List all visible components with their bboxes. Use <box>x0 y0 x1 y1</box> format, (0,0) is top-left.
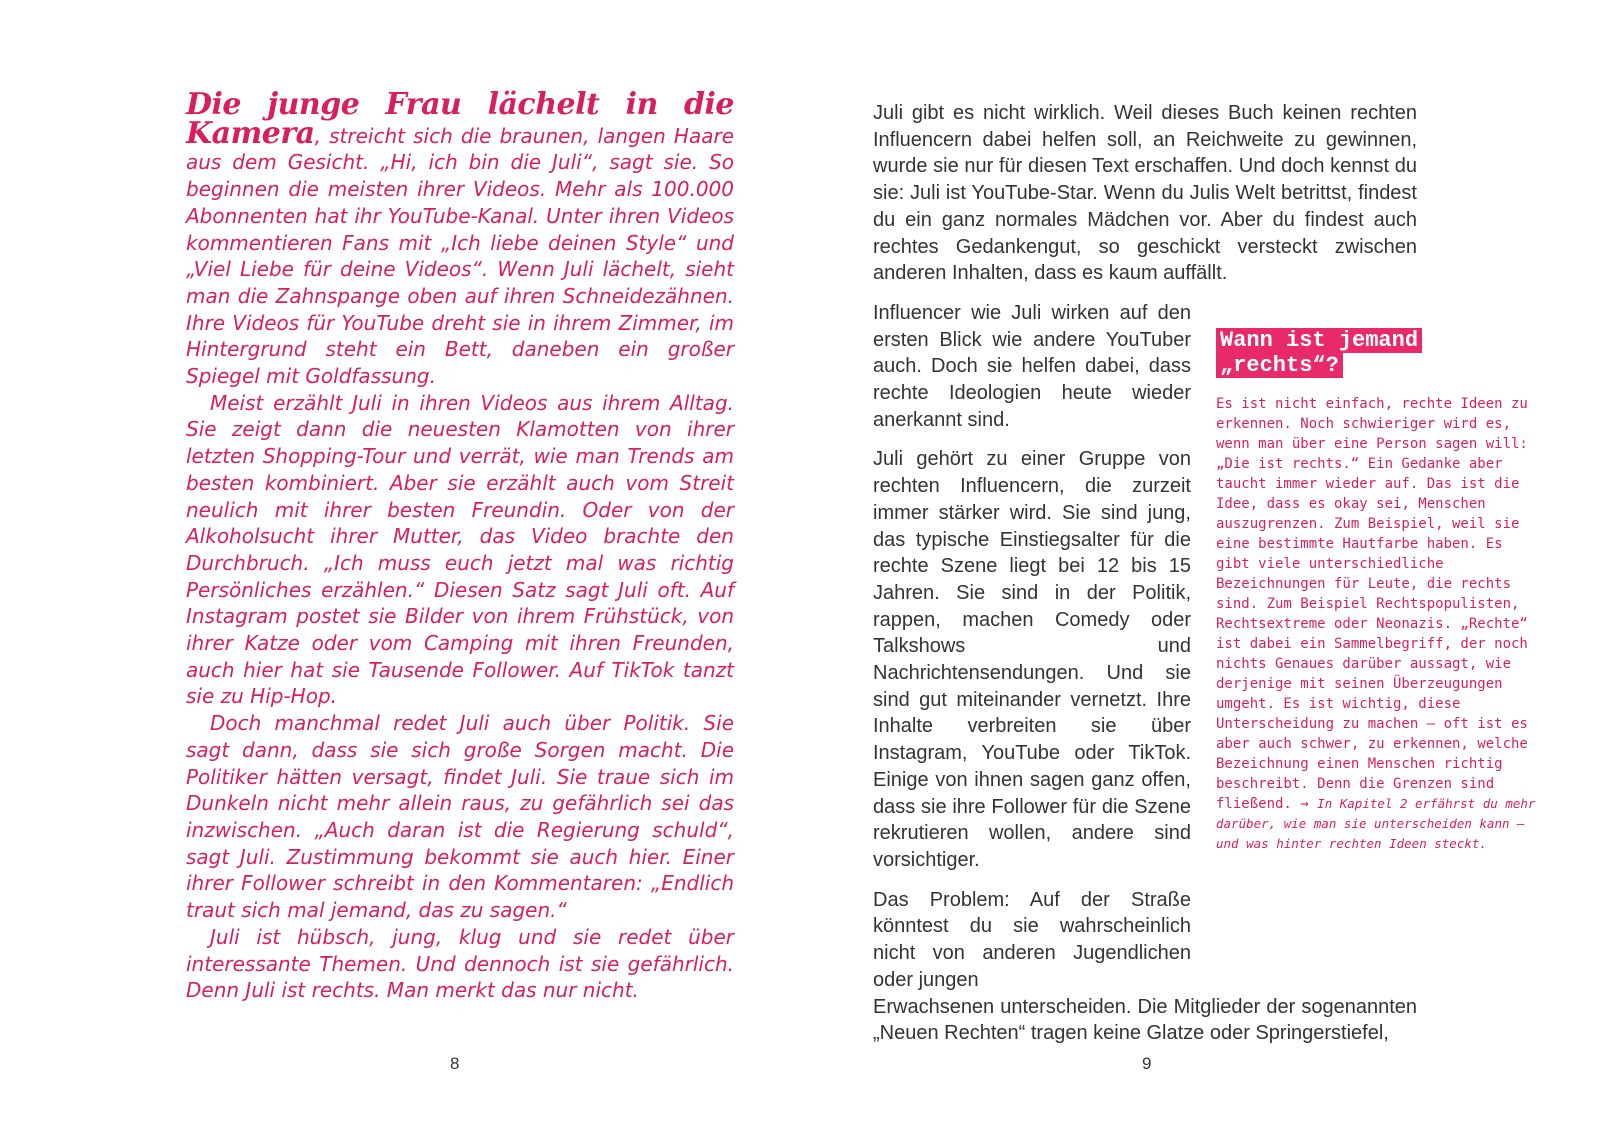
left-story-text <box>186 87 734 1004</box>
body-paragraph-2: Influencer wie Juli wirken auf den ersten Blick wie andere YouTuber auch. Doch sie helfen dabei, dass rechte Ideologien heute wieder anerkannt sind. <box>873 301 1191 431</box>
page-number-right: 9 <box>1142 1054 1152 1073</box>
sidebar-title-text: Wann ist jemand „rechts“? <box>1216 328 1422 378</box>
story-paragraph-2: Meist erzählt Juli in ihren Videos aus ihrem Alltag. Sie zeigt dann die neuesten Klamotten von ihrer letzten Shopping-Tour und verrät, wie man Trends am besten kombiniert. Aber sie erzählt auch vom Streit neulich mit ihrer besten Freundin. Oder von der Alkoholsucht ihrer Mutter, das Video brachte den Durchbruch. „Ich muss euch jetzt mal was richtig Persönliches erzählen.“ Diesen Satz sagt Juli oft. Auf Instagram postet sie Bilder von ihrem Frühstück, von ihrer Katze oder vom Camping mit ihren Freunden, auch hier hat sie Tausende Follower. Auf TikTok tanzt sie zu Hip-Hop. <box>186 390 734 709</box>
story-paragraph-1-rest: , streicht sich die braunen, langen Haare aus dem Gesicht. „Hi, ich bin die Juli“, sagt sie. So beginnen die meisten ihrer Videos. Mehr als 100.000 Abonnenten hat ihr YouTube-Kanal. Unter ihren Videos kommentieren Fans mit „Ich liebe deinen Style“ und „Viel Liebe für deine Videos“. Wenn Juli lächelt, sieht man die Zahnspange oben auf ihren Schneidezähnen. Ihre Videos für YouTube dreht sie in ihrem Zimmer, im Hintergrund steht ein Bett, daneben ein großer Spiegel mit Goldfassung. <box>186 123 734 389</box>
sidebar-chapter-note: In Kapitel 2 erfährst du mehr darüber, wie man sie unterscheiden kann – und was hinter rechten Ideen steckt. <box>1216 796 1536 851</box>
sidebar-title <box>1216 328 1538 378</box>
arrow-right-icon: → <box>1300 796 1309 812</box>
info-sidebar <box>1216 328 1538 854</box>
body-paragraph-1: Juli gibt es nicht wirklich. Weil dieses Buch keinen rechten Influencern dabei helfen soll, an Reichweite zu gewinnen, wurde sie nur für diesen Text erschaffen. Und doch kennst du sie: Juli ist YouTube-Star. Wenn du Julis Welt betrittst, findest du ein ganz normales Mädchen vor. Aber du findest auch rechtes Gedankengut, so geschickt versteckt zwischen anderen Inhalten, dass es kaum auffällt. <box>873 102 1417 285</box>
body-paragraph-3: Juli gehört zu einer Gruppe von rechten Influencern, die zurzeit immer stärker wird. Sie sind jung, das typische Einstiegsalter für die rechte Szene liegt bei 12 bis 15 Jahren. Sie sind in der Politik, rappen, machen Comedy oder Talkshows und Nachrichtensendungen. Und sie sind gut miteinander vernetzt. Ihre Inhalte verbreiten sie über Instagram, YouTube oder TikTok. Einige von ihnen sagen ganz offen, dass sie ihre Follower für die Szene rekrutieren wollen, andere sind vorsichtiger. <box>873 448 1191 871</box>
sidebar-body-text: Es ist nicht einfach, rechte Ideen zu erkennen. Noch schwieriger wird es, wenn man über eine Person sagen will: „Die ist rechts.“ Ein Gedanke aber taucht immer wieder auf. Das ist die Idee, dass es okay sei, Menschen auszugrenzen. Zum Beispiel, weil sie eine bestimmte Hautfarbe haben. Es gibt viele unterschiedliche Bezeichnungen für Leute, die rechts sind. Zum Beispiel Rechtspopulisten, Rechtsextreme oder Neonazis. „Rechte“ ist dabei ein Sammelbegriff, der noch nichts Genaues darüber aussagt, wie derjenige mit seinen Überzeugungen umgeht. Es ist wichtig, diese Unterscheidung zu machen – oft ist es aber auch schwer, zu erkennen, welche Bezeichnung einen Menschen richtig beschreibt. Denn die Grenzen sind fließend. <box>1216 396 1528 812</box>
sidebar-body <box>1216 394 1538 854</box>
story-paragraph-3: Doch manchmal redet Juli auch über Politik. Sie sagt dann, dass sie sich große Sorgen macht. Die Politiker hätten versagt, findet Juli. Sie traue sich im Dunkeln nicht mehr allein raus, zu gefährlich sei das inzwischen. „Auch daran ist die Regierung schuld“, sagt Juli. Zustimmung bekommt sie auch hier. Einer ihrer Follower schreibt in den Kommentaren: „Endlich traut sich mal jemand, das zu sagen.“ <box>186 711 734 923</box>
right-page <box>800 0 1600 1129</box>
body-paragraph-4-narrow: Das Problem: Auf der Straße könntest du sie wahrscheinlich nicht von anderen Jugendlichen oder jungen <box>873 888 1191 991</box>
story-paragraph-4: Juli ist hübsch, jung, klug und sie redet über interessante Themen. Und dennoch ist sie gefährlich. Denn Juli ist rechts. Man merkt das nur nicht. <box>186 924 734 1003</box>
lead-headline: Die junge Frau lächelt in die Kamera <box>186 87 734 151</box>
page-number-left: 8 <box>450 1054 460 1073</box>
body-paragraph-4-wide: Erwachsenen unterscheiden. Die Mitglieder der sogenannten „Neuen Rechten“ tragen keine Glatze oder Springerstiefel, <box>873 995 1417 1045</box>
story-paragraph-1 <box>186 87 734 390</box>
